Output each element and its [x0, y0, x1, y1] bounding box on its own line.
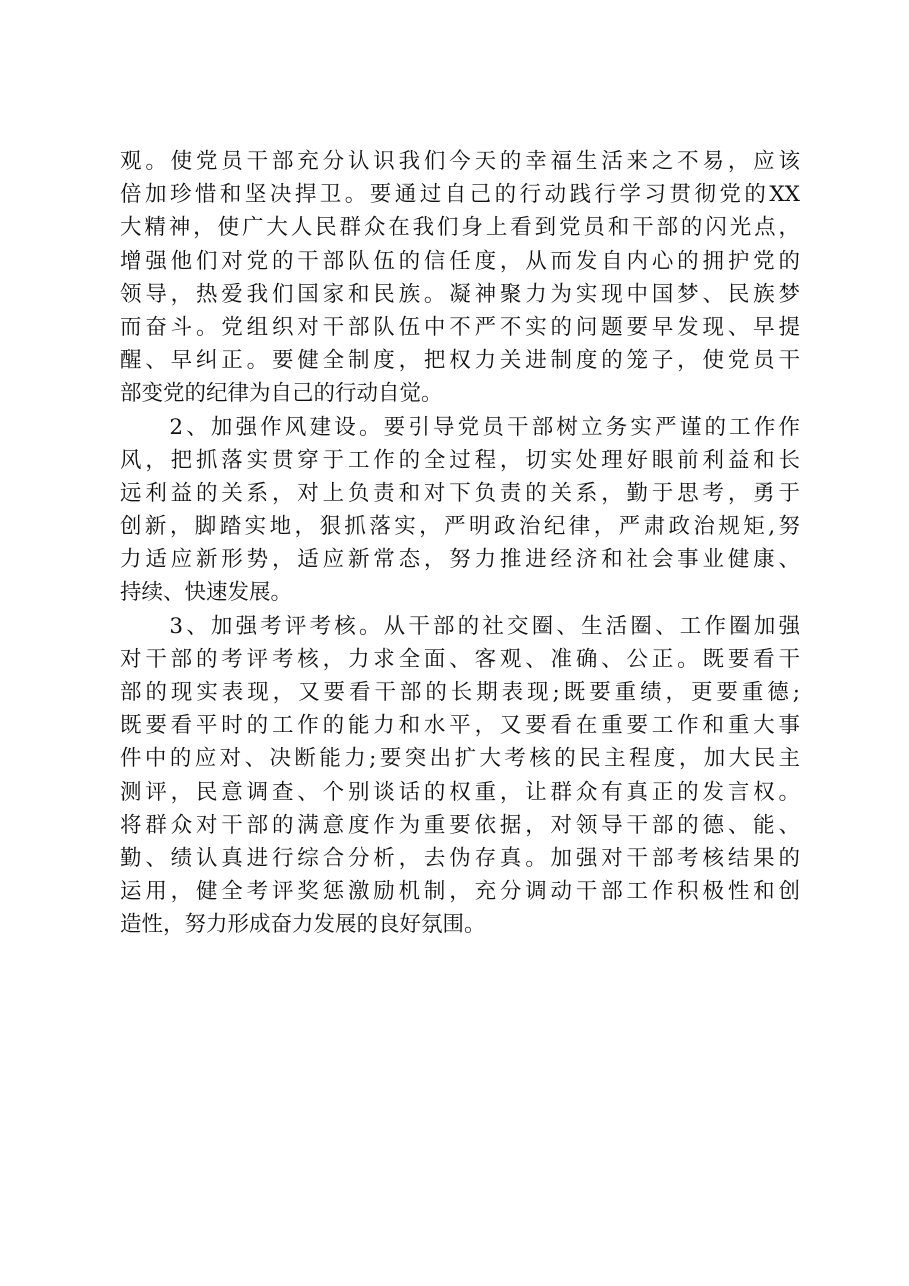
text-line: 件中的应对、决断能力;要突出扩大考核的民主程度，加大民主: [120, 746, 800, 772]
text-line: 对干部的考评考核，力求全面、客观、准确、公正。既要看干: [120, 646, 800, 672]
text-line: 运用，健全考评奖惩激励机制，充分调动干部工作积极性和创: [120, 879, 800, 905]
text-line: 既要看平时的工作的能力和水平，又要看在重要工作和重大事: [120, 713, 800, 739]
text-line: 测评，民意调查、个别谈话的权重，让群众有真正的发言权。: [120, 779, 800, 805]
text-line: 大精神，使广大人民群众在我们身上看到党员和干部的闪光点，: [120, 215, 800, 241]
text-line: 增强他们对党的干部队伍的信任度，从而发自内心的拥护党的: [120, 248, 800, 274]
text-line: 观。使党员干部充分认识我们今天的幸福生活来之不易，应该: [120, 149, 800, 174]
text-line: 风，把抓落实贯穿于工作的全过程，切实处理好眼前利益和长: [120, 447, 800, 473]
text-line: 3、加强考评考核。从干部的社交圈、生活圈、工作圈加强: [120, 613, 800, 639]
text-line: 领导，热爱我们国家和民族。凝神聚力为实现中国梦、民族梦: [120, 281, 800, 307]
text-line: 持续、快速发展。: [120, 580, 293, 606]
text-line: 远利益的关系，对上负责和对下负责的关系，勤于思考，勇于: [120, 480, 800, 506]
document-body: [120, 145, 800, 942]
paragraph-continuation: [120, 145, 800, 411]
text-line: 力适应新形势，适应新常态，努力推进经济和社会事业健康、: [120, 547, 800, 573]
paragraph-2-work-style: [120, 411, 800, 610]
text-line: 2、加强作风建设。要引导党员干部树立务实严谨的工作作: [120, 414, 800, 440]
paragraph-3-evaluation: [120, 610, 800, 942]
text-line: 醒、早纠正。要健全制度，把权力关进制度的笼子，使党员干: [120, 348, 800, 374]
text-line: 倍加珍惜和坚决捍卫。要通过自己的行动践行学习贯彻党的XX: [120, 182, 800, 208]
text-line: 而奋斗。党组织对干部队伍中不严不实的问题要早发现、早提: [120, 314, 800, 340]
text-line: 将群众对干部的满意度作为重要依据，对领导干部的德、能、: [120, 812, 800, 838]
text-line: 部变党的纪律为自己的行动自觉。: [120, 381, 443, 407]
text-line: 创新，脚踏实地，狠抓落实，严明政治纪律，严肃政治规矩,努: [120, 514, 800, 540]
text-line: 造性，努力形成奋力发展的良好氛围。: [120, 912, 486, 938]
text-line: 部的现实表现，又要看干部的长期表现;既要重绩，更要重德;: [120, 680, 800, 705]
text-line: 勤、绩认真进行综合分析，去伪存真。加强对干部考核结果的: [120, 845, 800, 871]
